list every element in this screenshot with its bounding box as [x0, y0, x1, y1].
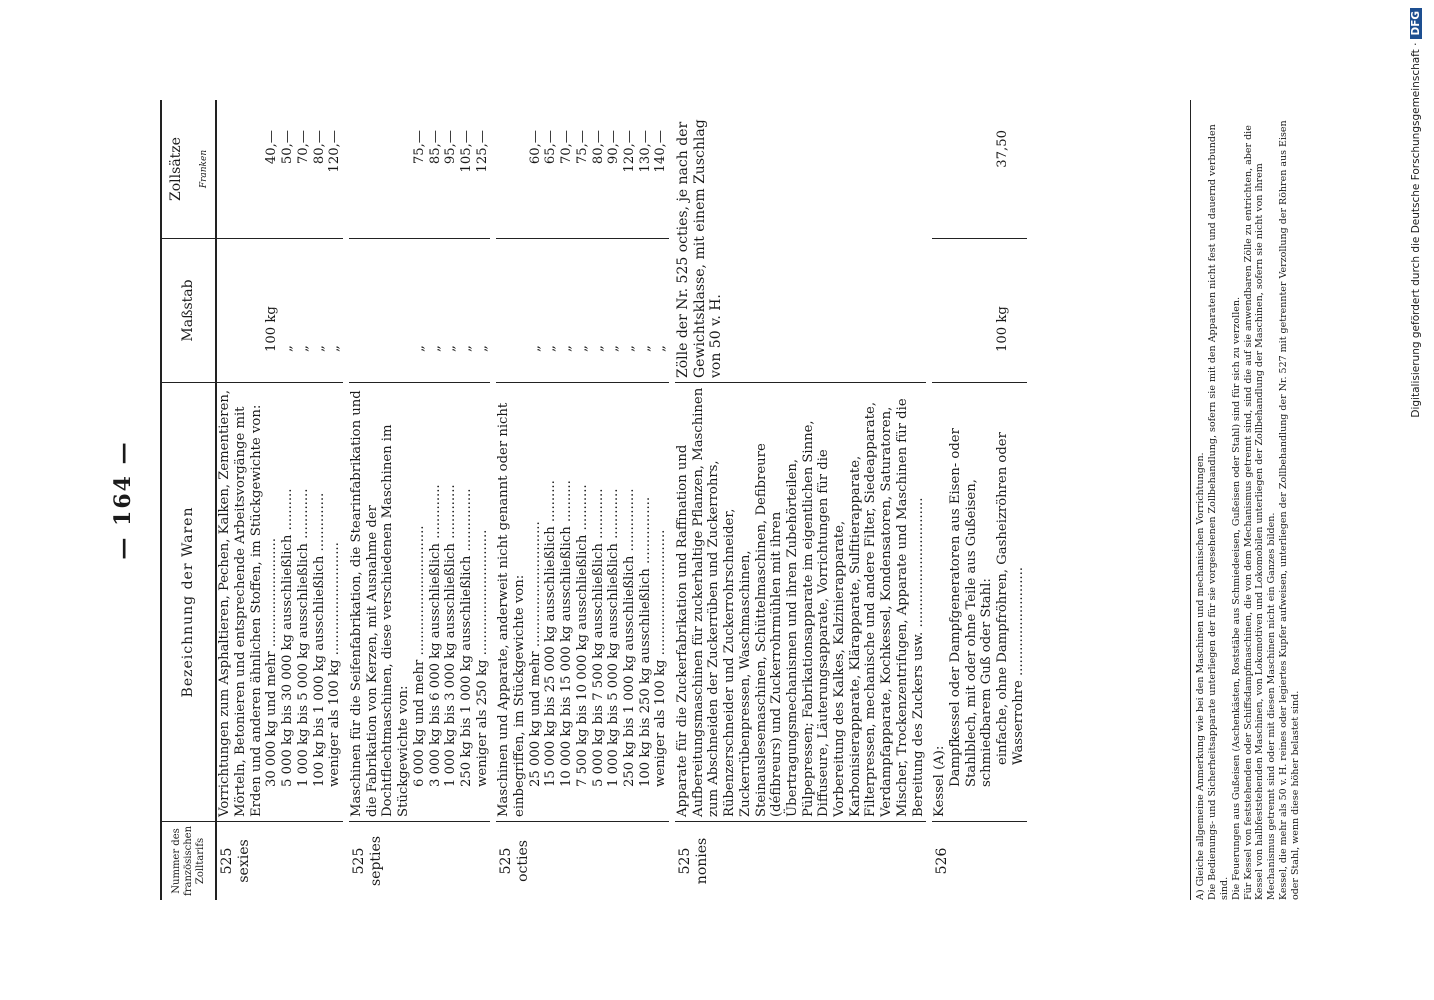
table-row — [675, 100, 926, 900]
duty-rate-cell: 125,— — [474, 130, 490, 173]
duty-rate-cell: 40,— — [264, 130, 280, 165]
description-line: 3 000 kg bis 6 000 kg ausschließlich ............. — [427, 484, 443, 787]
item-description — [280, 383, 296, 822]
dfg-credit-text: Digitalisierung gefördert durch die Deutsche Forschungsgemeinschaft · — [1410, 42, 1422, 418]
tariff-number: 525 nonies — [675, 821, 926, 900]
duty-rate-cell — [216, 100, 264, 239]
header-measure: Maßstab — [161, 239, 216, 383]
item-description — [932, 383, 948, 822]
description-line: weniger als 250 kg .............................. — [474, 529, 490, 787]
table-row — [443, 100, 459, 900]
tariff-number: 525 sexies — [216, 821, 343, 900]
item-description — [312, 383, 328, 822]
table-row — [559, 100, 575, 900]
measure-cell: „ — [280, 239, 296, 383]
item-description — [559, 383, 575, 822]
duty-rate-cell — [932, 100, 948, 239]
duty-rate-cell — [349, 100, 412, 239]
description-line: 250 kg bis 1 000 kg ausschließlich ............... — [458, 488, 474, 787]
header-description: Bezeichnung der Waren — [161, 383, 216, 822]
table-row — [327, 100, 343, 900]
measure-cell: „ — [653, 239, 669, 383]
duty-rate-cell: 65,— — [543, 130, 559, 165]
measure-cell: „ — [412, 239, 428, 383]
measure-cell: 100 kg — [995, 239, 1026, 383]
table-row — [264, 100, 280, 900]
table-row — [995, 100, 1026, 900]
table-row — [412, 100, 428, 900]
duty-rate-cell: 75,— — [411, 130, 427, 165]
description-line: 25 000 kg und mehr .............................. — [527, 521, 543, 787]
measure-cell: „ — [528, 239, 544, 383]
measure-cell: „ — [296, 239, 312, 383]
item-description — [327, 383, 343, 822]
description-line: 30 000 kg und mehr .......................... — [264, 538, 280, 787]
table-row — [475, 100, 491, 900]
duty-rate-cell: 120,— — [327, 130, 343, 173]
item-description — [349, 383, 412, 822]
footnote-line: Für Kessel von feststehenden oder Schiffsdampfmaschinen, die von dem Mechanismus getrennt sind, sind die auf sie anwendbaren Zölle zu entrichten, aber die Kessel von halbfeststehenden Maschinen, von Lokomotiven und Lokomobilen unterliegen der Zollbehandlung der Maschinen, sofern sie nicht von ihrem Mechanismus getrennt sind oder mit diesen Maschinen nicht ein Ganzes bilden. — [1242, 125, 1278, 900]
duty-rate-cell: 140,— — [653, 130, 669, 173]
item-description — [638, 383, 654, 822]
measure-cell: „ — [622, 239, 638, 383]
description-line: 10 000 kg bis 15 000 kg ausschließlich .......... — [559, 480, 575, 787]
measure-cell: „ — [459, 239, 475, 383]
item-description — [948, 383, 995, 822]
tariff-number: 525 octies — [496, 821, 669, 900]
table-row — [653, 100, 669, 900]
item-description — [543, 383, 559, 822]
table-row — [543, 100, 559, 900]
item-description — [296, 383, 312, 822]
description-line: einfache, ohne Dampfröhren, Gasheizröhren oder Wasserrohre .......................... — [995, 432, 1026, 765]
measure-cell — [948, 239, 995, 383]
table-body — [216, 100, 1032, 900]
description-line: 1 000 kg bis 5 000 kg ausschließlich ............ — [606, 488, 622, 787]
table-row — [528, 100, 544, 900]
description-line: 100 kg bis 250 kg ausschließlich ................ — [637, 496, 653, 787]
duty-rate-cell: 60,— — [527, 130, 543, 165]
measure-cell: „ — [638, 239, 654, 383]
measure-cell: „ — [606, 239, 622, 383]
header-duty-label: Zollsätze — [168, 137, 184, 201]
tariff-number: 525 septies — [349, 821, 490, 900]
measure-cell: „ — [591, 239, 607, 383]
item-description — [528, 383, 544, 822]
item-description — [622, 383, 638, 822]
table-row — [216, 100, 264, 900]
item-description — [575, 383, 591, 822]
duty-rate-cell: 70,— — [295, 130, 311, 165]
table-row — [575, 100, 591, 900]
description-line: Dampfkessel oder Dampfgeneratoren aus Eisen- oder Stahlblech, mit oder ohne Teile aus Gußeisen, schmiedbarem Guß oder Stahl: — [948, 428, 995, 787]
tariff-number: 526 — [932, 821, 1026, 900]
table-row — [312, 100, 328, 900]
table-row — [280, 100, 296, 900]
table-row — [948, 100, 995, 900]
table-row — [428, 100, 444, 900]
description-line: 5 000 kg bis 7 500 kg ausschließlich ............ — [590, 488, 606, 787]
measure-cell: „ — [543, 239, 559, 383]
item-description — [412, 383, 428, 822]
description-line: 7 500 kg bis 10 000 kg ausschließlich ........... — [574, 484, 590, 787]
header-duty-rates — [161, 100, 216, 239]
duty-rate-cell: 75,— — [574, 130, 590, 165]
duty-rate-cell: 105,— — [458, 130, 474, 173]
table-row — [459, 100, 475, 900]
table-header-row — [161, 100, 216, 900]
item-description — [475, 383, 491, 822]
measure-cell — [349, 239, 412, 383]
footnotes — [1190, 100, 1302, 900]
duty-rate-cell: 50,— — [280, 130, 296, 165]
table-row — [606, 100, 622, 900]
duty-rate-cell: 90,— — [606, 130, 622, 165]
duty-rate-cell: 130,— — [637, 130, 653, 173]
duty-rate-cell: 37,50 — [995, 130, 1011, 168]
table-row — [591, 100, 607, 900]
description-line: Maschinen und Apparate, anderweit nicht genannt oder nicht einbegriffen, im Stückgewichte von: — [496, 402, 528, 817]
item-description — [496, 383, 527, 822]
combined-rate-note: Zölle der Nr. 525 octies, je nach der Gewichtsklasse, mit einem Zuschlag von 50 v. H. — [675, 119, 725, 378]
dfg-credit — [1410, 8, 1430, 988]
item-description — [653, 383, 669, 822]
description-line: 6 000 kg und mehr ............................... — [411, 525, 427, 787]
item-description — [675, 383, 926, 822]
description-line: Maschinen für die Seifenfabrikation, die Stearinfabrikation und die Fabrikation von Kerzen, mit Ausnahme der Dochtflechtmaschinen, diese verschiedenen Maschinen im Stückgewichte von: — [348, 390, 412, 817]
duty-rate-cell: 95,— — [443, 130, 459, 165]
table-row — [296, 100, 312, 900]
duty-rate-cell — [496, 100, 527, 239]
row-gap — [1027, 100, 1033, 900]
measure-cell: „ — [428, 239, 444, 383]
description-line: weniger als 100 kg .............................. — [653, 529, 669, 787]
measure-cell: 100 kg — [264, 239, 280, 383]
table-row — [496, 100, 527, 900]
measure-cell: „ — [575, 239, 591, 383]
table-row — [622, 100, 638, 900]
item-description — [995, 383, 1026, 822]
description-line: weniger als 100 kg ........................... — [327, 542, 343, 787]
measure-cell: „ — [312, 239, 328, 383]
duty-rate-cell — [948, 100, 995, 239]
duty-rate-cell: 80,— — [590, 130, 606, 165]
item-description — [264, 383, 280, 822]
rotated-content — [110, 100, 1301, 900]
item-description — [428, 383, 444, 822]
duty-rate-cell: 80,— — [311, 130, 327, 165]
description-line: Kessel (A): — [932, 745, 948, 817]
description-line: Apparate für die Zuckerfabrikation und Raffination und Aufbereitungsmaschinen für zuckerhaltige Pflanzen, Maschinen zum Abschneiden der Zuckerrüben und Zuckerrohrs, Rübenzerschneider und Zuckerrohrschneider, Zuckerrübenpressen, Waschmaschinen, Steinauslesemaschinen, Schüttelmaschinen, Defibreure (défibreurs) und Zuckerrohrmühlen mit ihren Übertragungsmechanismen und ihren Zubehörteilen, Pülpepressen; Fabrikationsapparate im eigentlichen Sinne, Diffuseure, Läuterungsapparate, Vorrichtungen für die Vorbereitung des Kalkes, Kalzinierapparate, Karbonisierapparate, Klärapparate, Sulfitierapparate, Filterpressen, mechanische und andere Filter, Siedeapparate, Verdampfapparate, Kochkessel, Kondensatoren, Saturatoren, Mischer, Trockenzentrifugen, Apparate und Maschinen für die Bereitung des Zuckers usw. ............................... — [675, 387, 926, 817]
header-tariff-number: Nummer des französischen Zolltarifs — [161, 821, 216, 900]
description-line: 15 000 kg bis 25 000 kg ausschließlich .......... — [543, 480, 559, 787]
measure-cell — [216, 239, 264, 383]
item-description — [443, 383, 459, 822]
header-duty-unit: Franken — [198, 149, 209, 189]
description-line: 1 000 kg bis 5 000 kg ausschließlich ............ — [295, 488, 311, 787]
description-line: 5 000 kg bis 30 000 kg ausschließlich .......... — [280, 488, 296, 787]
measure-cell: „ — [475, 239, 491, 383]
table-row — [638, 100, 654, 900]
duty-rate-cell: 120,— — [621, 130, 637, 173]
duty-rate-cell: 70,— — [559, 130, 575, 165]
description-line: Vorrichtungen zum Asphaltieren, Pechen, Kalken, Zementieren, Mörteln, Betonieren und entsprechende Arbeitsvorgänge mit Erden und anderen ähnlichen Stoffen, im Stückgewichte von: — [217, 389, 264, 817]
measure-cell — [496, 239, 527, 383]
measure-cell: „ — [327, 239, 343, 383]
footnote-line: Kessel, die mehr als 50 v. H. reines oder legiertes Kupfer aufweisen, unterliegen der Zollbehandlung der Nr. 527 mit getrennter Verzollung der Röhren aus Eisen oder Stahl, wenn diese höher belastet sind. — [1278, 120, 1301, 900]
item-description — [591, 383, 607, 822]
duty-rate-cell: 85,— — [427, 130, 443, 165]
tariff-table — [160, 100, 1033, 900]
page-number: — 164 — — [110, 440, 136, 560]
footnote-line: Die Bedienungs- und Sicherheitsapparate unterliegen der für sie vorgesehenen Zollbehandlung, sofern sie mit den Apparaten nicht fest und dauernd verbunden sind. — [1206, 124, 1230, 900]
description-line: 250 kg bis 1 000 kg ausschließlich ............... — [621, 488, 637, 787]
footnote-line: Die Feuerungen aus Gußeisen (Aschenkästen, Roststäbe aus Schmiedeeisen, Gußeisen oder Stahl) sind für sich zu verzollen. — [1230, 297, 1242, 900]
table-row — [349, 100, 412, 900]
description-line: 1 000 kg bis 3 000 kg ausschließlich ............. — [443, 484, 459, 787]
dfg-logo: DFG — [1410, 8, 1422, 39]
item-description — [606, 383, 622, 822]
description-line: 100 kg bis 1 000 kg ausschließlich .............. — [311, 492, 327, 787]
measure-cell: „ — [443, 239, 459, 383]
measure-cell — [932, 239, 948, 383]
table-row — [932, 100, 948, 900]
footnote-line: A) Gleiche allgemeine Anmerkung wie bei den Maschinen und mechanischen Vorrichtungen. — [1195, 452, 1206, 900]
item-description — [216, 383, 264, 822]
measure-cell: „ — [559, 239, 575, 383]
item-description — [459, 383, 475, 822]
